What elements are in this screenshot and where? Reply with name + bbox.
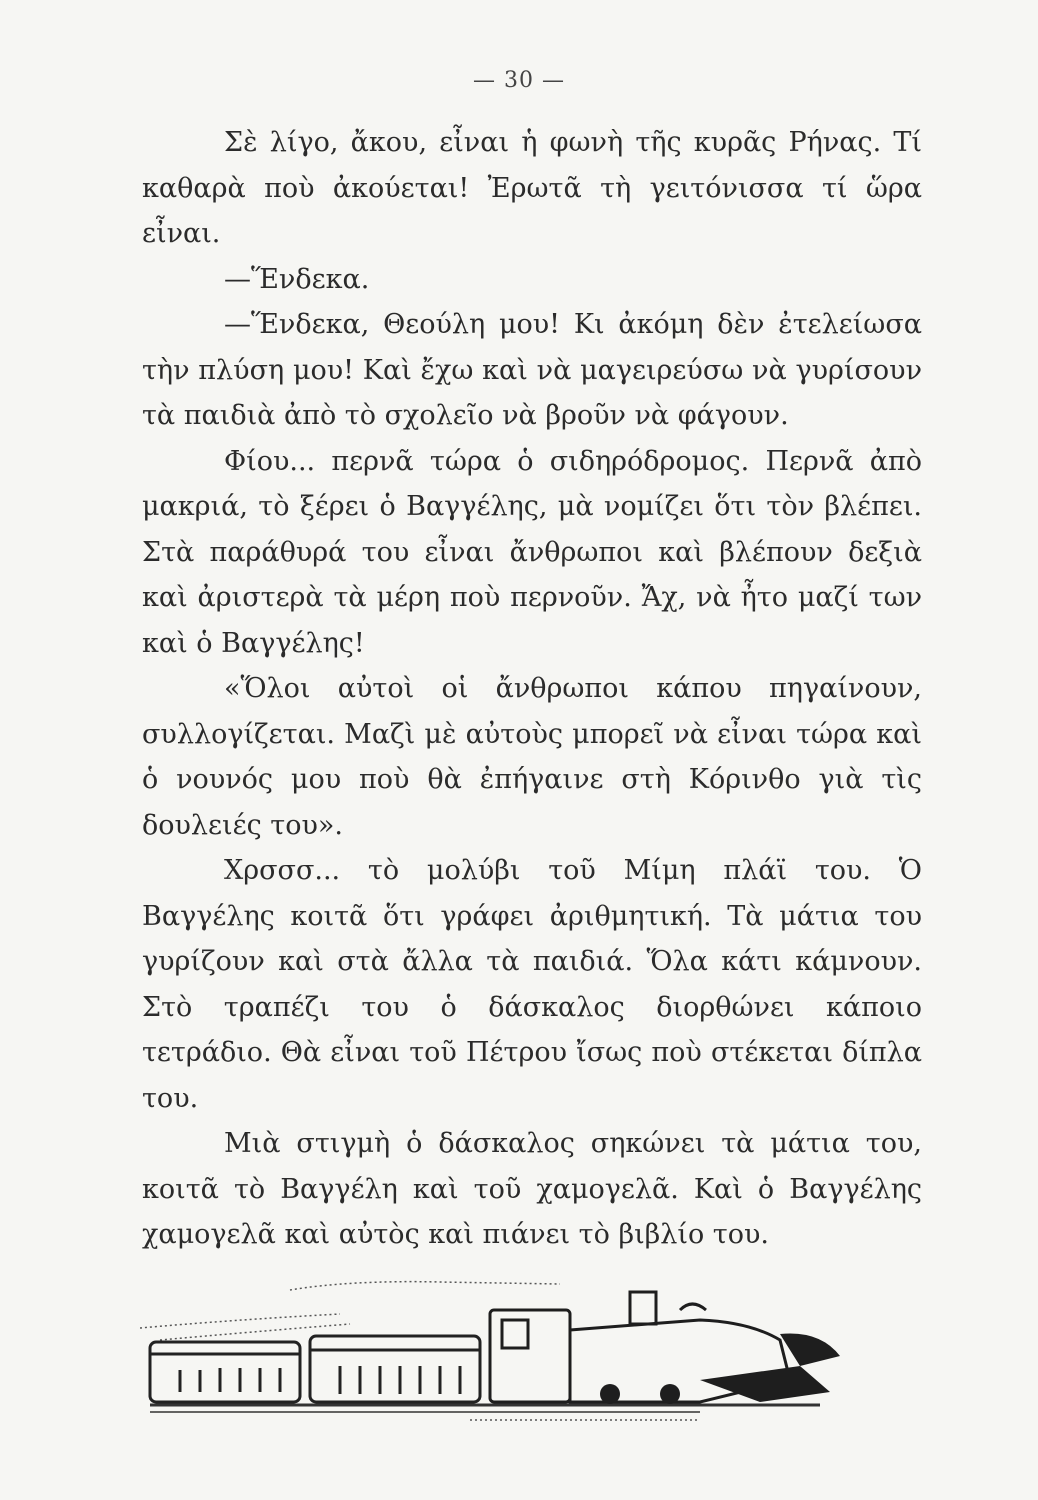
page-number: — 30 — [473, 68, 565, 93]
body-text [142, 120, 922, 1258]
paragraph-6: Χρσσσ... τὸ μολύβι τοῦ Μίμη πλάϊ του. Ὁ Βαγγέλης κοιτᾶ ὅτι γράφει ἀριθμητική. Τὰ μάτια του γυρίζουν καὶ στὰ ἄλλα τὰ παιδιά. Ὅλα κάτι κάμνουν. Στὸ τραπέζι του ὁ δάσκαλος διορθώνει κάποιο τετράδιο. Θὰ εἶναι τοῦ Πέτρου ἴσως ποὺ στέκεται δίπλα του. [142, 855, 922, 1114]
paragraph-7: Μιὰ στιγμὴ ὁ δάσκαλος σηκώνει τὰ μάτια του, κοιτᾶ τὸ Βαγγέλη καὶ τοῦ χαμογελᾶ. Καὶ ὁ Βαγγέλης χαμογελᾶ καὶ αὐτὸς καὶ πιάνει τὸ βιβλίο του. [142, 1128, 922, 1250]
train-illustration [140, 1270, 930, 1430]
paragraph-2: —Ἕνδεκα. [224, 263, 370, 295]
paragraph-3: —Ἕνδεκα, Θεούλη μου! Κι ἀκόμη δὲν ἐτελείωσα τὴν πλύση μου! Καὶ ἔχω καὶ νὰ μαγειρεύσω νὰ γυρίσουν τὰ παιδιὰ ἀπὸ τὸ σχολεῖο νὰ βροῦν νὰ φάγουν. [142, 309, 922, 431]
paragraph-5: «Ὅλοι αὐτοὶ οἱ ἄνθρωποι κάπου πηγαίνουν, συλλογίζεται. Μαζὶ μὲ αὐτοὺς μπορεῖ νὰ εἶναι τώρα καὶ ὁ νουνός μου ποὺ θὰ ἐπήγαινε στὴ Κόρινθο γιὰ τὶς δουλειές του». [142, 673, 922, 841]
paragraph-1: Σὲ λίγο, ἄκου, εἶναι ἡ φωνὴ τῆς κυρᾶς Ρήνας. Τί καθαρὰ ποὺ ἀκούεται! Ἐρωτᾶ τὴ γειτόνισσα τί ὥρα εἶναι. [142, 127, 922, 249]
paragraph-4: Φίου... περνᾶ τώρα ὁ σιδηρόδρομος. Περνᾶ ἀπὸ μακριά, τὸ ξέρει ὁ Βαγγέλης, μὰ νομίζει ὅτι τὸν βλέπει. Στὰ παράθυρά του εἶναι ἄνθρωποι καὶ βλέπουν δεξιὰ καὶ ἀριστερὰ τὰ μέρη ποὺ περνοῦν. Ἄχ, νὰ ἦτο μαζί των καὶ ὁ Βαγγέλης! [142, 445, 922, 659]
